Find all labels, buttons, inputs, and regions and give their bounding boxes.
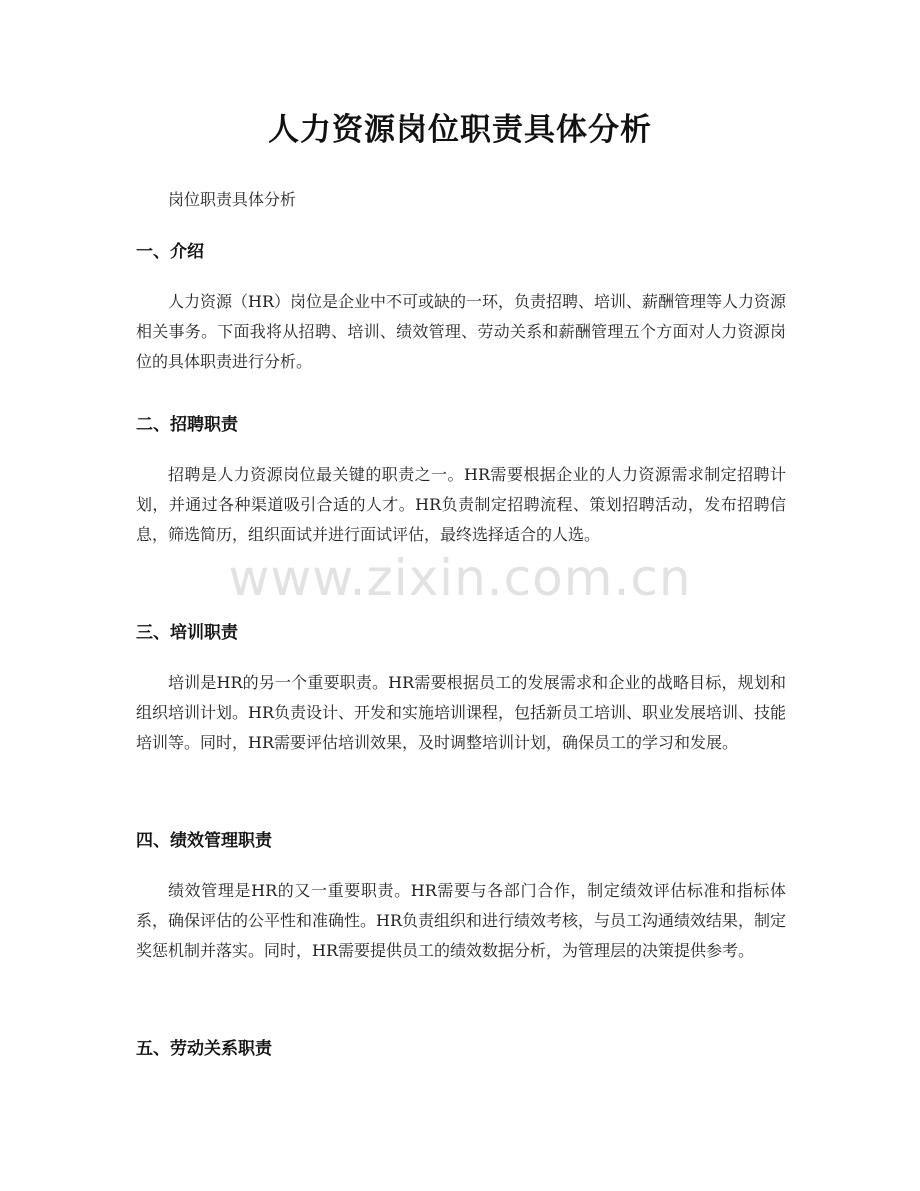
document-title: 人力资源岗位职责具体分析 xyxy=(268,112,652,148)
section-paragraph-intro: 人力资源（HR）岗位是企业中不可或缺的一环，负责招聘、培训、薪酬管理等人力资源相关事务。下面我将从招聘、培训、绩效管理、劳动关系和薪酬管理五个方面对人力资源岗位的具体职责进行分析。 xyxy=(136,292,787,371)
section-heading-performance: 四、绩效管理职责 xyxy=(136,831,272,851)
section-heading-recruitment: 二、招聘职责 xyxy=(136,415,238,435)
section-heading-training: 三、培训职责 xyxy=(136,623,238,643)
section-paragraph-performance: 绩效管理是HR的又一重要职责。HR需要与各部门合作，制定绩效评估标准和指标体系，确保评估的公平性和准确性。HR负责组织和进行绩效考核，与员工沟通绩效结果，制定奖惩机制并落实。同时，HR需要提供员工的绩效数据分析，为管理层的决策提供参考。 xyxy=(136,881,787,960)
section-heading-labor-relations: 五、劳动关系职责 xyxy=(136,1039,272,1059)
section-paragraph-training: 培训是HR的另一个重要职责。HR需要根据员工的发展需求和企业的战略目标，规划和组织培训计划。HR负责设计、开发和实施培训课程，包括新员工培训、职业发展培训、技能培训等。同时，HR需要评估培训效果，及时调整培训计划，确保员工的学习和发展。 xyxy=(136,673,787,752)
document-subtitle: 岗位职责具体分析 xyxy=(168,190,297,209)
section-heading-intro: 一、介绍 xyxy=(136,242,204,262)
section-paragraph-recruitment: 招聘是人力资源岗位最关键的职责之一。HR需要根据企业的人力资源需求制定招聘计划，并通过各种渠道吸引合适的人才。HR负责制定招聘流程、策划招聘活动，发布招聘信息，筛选简历，组织面试并进行面试评估，最终选择适合的人选。 xyxy=(136,465,786,544)
watermark-text: www.zixin.com.cn xyxy=(228,549,692,607)
